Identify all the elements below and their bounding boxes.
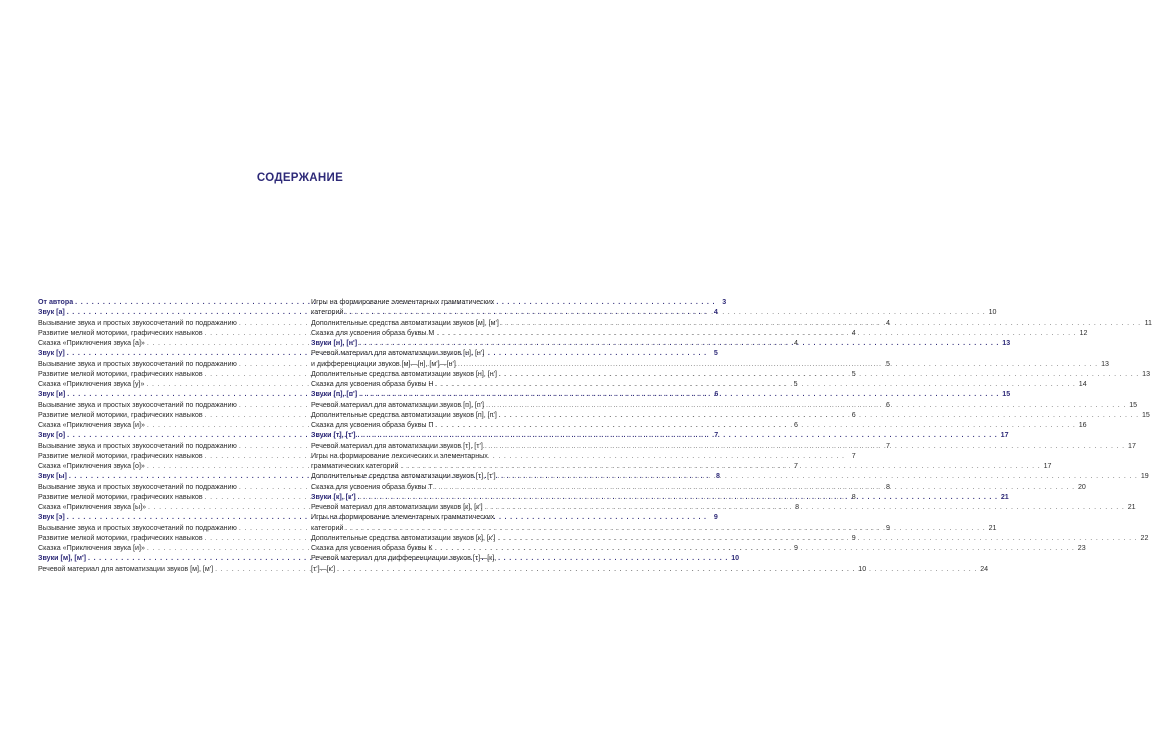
toc-leader-dots (499, 318, 1143, 328)
toc-leader-dots (434, 379, 1078, 389)
toc-page-number: 8 (886, 482, 890, 491)
toc-page-number: 19 (1140, 472, 1149, 481)
toc-entry (311, 318, 1152, 328)
toc-page-number: 4 (886, 318, 890, 327)
toc-entry (311, 461, 1052, 471)
toc-leader-dots (356, 492, 1000, 502)
toc-entry-label: Развитие мелкой моторики, графических навыков (38, 492, 203, 501)
toc-entry-label: Дополнительные средства автоматизации звуков [т], [т'] (311, 472, 496, 481)
toc-entry-label: Сказка «Приключения звука [о]» (38, 462, 145, 470)
toc-page-number: 4 (851, 328, 856, 337)
toc-section-heading (311, 492, 1009, 502)
toc-entry-label: Речевой материал для автоматизации звуков [т], [т'] (311, 441, 483, 450)
toc-entry-label: От автора (38, 298, 74, 306)
toc-entry-label: Сказка для усвоения образа буквы Т (311, 482, 433, 491)
toc-page-number: 10 (988, 308, 997, 317)
toc-page-number: 10 (858, 564, 867, 573)
toc-page-number: 6 (851, 410, 856, 419)
toc-page-number: 5 (793, 380, 798, 388)
toc-entry (311, 410, 1150, 420)
toc-page-number: 21 (1127, 503, 1136, 511)
toc-entry-label: Дополнительные средства автоматизации звуков [п], [п'] (311, 410, 497, 419)
toc-leader-dots (433, 482, 1077, 492)
toc-entry-label: Звук [у] (38, 349, 65, 358)
toc-page-number: 16 (1078, 421, 1087, 429)
toc-page-number: 7 (886, 441, 890, 450)
toc-entry-label: Звук [э] (38, 513, 65, 522)
toc-entry (311, 400, 1138, 410)
toc-page-number: 11 (1144, 318, 1152, 327)
toc-page-number: 5 (851, 369, 856, 378)
toc-page-number: 21 (988, 523, 997, 532)
toc-entry (311, 533, 1149, 543)
toc-page-number: 13 (1101, 359, 1109, 368)
toc-entry-label: Звук [а] (38, 308, 65, 317)
toc-entry (311, 523, 997, 533)
toc-entry-label: Вызывание звука и простых звукосочетаний по подражанию (38, 523, 237, 532)
toc-entry-label: Сказка «Приключения звука [и]» (38, 421, 145, 429)
toc-entry-line: Речевой материал для дифференциации звуков [т]—[к], (311, 554, 497, 563)
toc-entry (311, 379, 1087, 389)
toc-entry (311, 359, 1109, 369)
toc-leader-dots (495, 533, 1139, 543)
toc-page-number: 17 (1043, 462, 1052, 470)
toc-entry-label: категорий (311, 523, 344, 532)
toc-entry (311, 307, 997, 317)
toc-page-number: 6 (794, 421, 798, 429)
toc-entry-label: Сказка «Приключения звука [у]» (38, 380, 145, 388)
toc-page-number: 5 (886, 359, 890, 368)
toc-entry-label: Сказка для усвоения образа буквы П (311, 421, 434, 429)
toc-entry-label: Звуки [н], [н'] (311, 339, 358, 347)
toc-page-number: 7 (794, 462, 798, 470)
toc-leader-dots (484, 400, 1128, 410)
toc-entry-label: Развитие мелкой моторики, графических навыков (38, 533, 203, 542)
toc-entry-label: Звуки [п], [п'] (311, 390, 358, 399)
toc-page-number: 22 (1140, 533, 1149, 542)
toc-entry-label: Звук [о] (38, 431, 66, 440)
toc-entry-line: Речевой материал для автоматизации звуков [н], [н'] (311, 349, 485, 358)
toc-entry-label: Развитие мелкой моторики, графических навыков (38, 451, 203, 460)
toc-entry-label: Вызывание звука и простых звукосочетаний по подражанию (38, 400, 237, 409)
toc-entry-label: Речевой материал для автоматизации звуков [м], [м'] (38, 564, 214, 573)
toc-page-number: 13 (1142, 369, 1151, 378)
toc-entry-line: Игры на формирование элементарных грамматических (311, 298, 495, 306)
toc-entry-label: Речевой материал для автоматизации звуков [п], [п'] (311, 400, 485, 409)
toc-entry-label: Сказка «Приключения звука [ы]» (38, 503, 147, 511)
toc-page-number: 9 (851, 533, 856, 542)
toc-page-number: 8 (795, 503, 800, 511)
toc-leader-dots (357, 389, 1001, 399)
toc-page-number: 5 (713, 349, 718, 358)
toc-entry-label: Речевой материал для автоматизации звуков [к], [к'] (311, 503, 483, 511)
toc-page-number: 6 (714, 390, 719, 399)
toc-entry-label: Вызывание звука и простых звукосочетаний по подражанию (38, 441, 237, 450)
toc-entry-label: Дополнительные средства автоматизации звуков [к], [к'] (311, 533, 496, 542)
toc-page-number: 15 (1129, 400, 1138, 409)
toc-entry-label: Дополнительные средства автоматизации звуков [м], [м'] (311, 318, 499, 327)
toc-entry-label: и дифференциации звуков [м]—[н], [м']—[н'] (311, 359, 456, 368)
toc-right-column (311, 297, 1152, 574)
toc-leader-dots (497, 410, 1141, 420)
toc-entry-line: Игры на формирование элементарных грамматических (311, 513, 495, 522)
toc-leader-dots (335, 564, 979, 574)
toc-entry (311, 482, 1086, 492)
toc-leader-dots (497, 369, 1141, 379)
toc-leader-dots (398, 461, 1042, 471)
toc-entry-label: Развитие мелкой моторики, графических навыков (38, 410, 203, 419)
toc-leader-dots (357, 338, 1001, 348)
toc-page-number: 12 (1079, 328, 1088, 337)
toc-entry-label: Сказка «Приключения звука [а]» (38, 339, 145, 347)
toc-entry-label: Вызывание звука и простых звукосочетаний по подражанию (38, 318, 237, 327)
toc-section-heading (311, 338, 1011, 348)
toc-entry-label: Сказка «Приключения звука [и]» (38, 544, 145, 552)
toc-entry-label: Звуки [т], [т'] (311, 431, 356, 440)
toc-entry-label: [т']—[к'] (311, 564, 336, 573)
toc-leader-dots (355, 430, 999, 440)
toc-page-number: 9 (713, 513, 718, 522)
toc-section-heading (311, 430, 1009, 440)
toc-entry (311, 420, 1087, 430)
toc-leader-dots (456, 359, 1100, 369)
toc-entry-label: Сказка для усвоения образа буквы М (311, 328, 435, 337)
toc-entry (311, 502, 1136, 512)
toc-entry (311, 328, 1088, 338)
toc-page-number: 15 (1002, 390, 1011, 399)
toc-leader-dots (434, 328, 1078, 338)
toc-leader-dots (483, 502, 1127, 512)
toc-page-number: 7 (851, 451, 856, 460)
toc-leader-dots (343, 523, 987, 533)
toc-entry-label: Сказка для усвоения образа буквы К (311, 544, 433, 552)
toc-page-number: 15 (1141, 410, 1150, 419)
toc-leader-dots (483, 441, 1127, 451)
toc-entry-label: Развитие мелкой моторики, графических навыков (38, 369, 203, 378)
page-title: СОДЕРЖАНИЕ (256, 172, 344, 184)
toc-page-number: 4 (713, 308, 718, 317)
toc-page-number: 6 (886, 400, 890, 409)
toc-entry (311, 441, 1136, 451)
toc-entry-label: Вызывание звука и простых звукосочетаний по подражанию (38, 359, 237, 368)
toc-page-number: 4 (794, 339, 798, 347)
toc-entry-label: Развитие мелкой моторики, графических навыков (38, 328, 203, 337)
toc-entry-label: грамматических категорий (311, 462, 399, 470)
toc-leader-dots (496, 471, 1140, 481)
toc-entry (311, 471, 1149, 481)
toc-leader-dots (434, 420, 1078, 430)
toc-entry (311, 369, 1151, 379)
toc-entry-label: Звуки [м], [м'] (38, 554, 87, 563)
toc-page-number: 9 (794, 544, 798, 552)
toc-page-number: 10 (731, 554, 740, 563)
toc-page-number: 8 (716, 472, 720, 481)
toc-page-number: 20 (1077, 482, 1086, 491)
toc-entry-label: Звук [и] (38, 390, 66, 399)
toc-section-heading (311, 389, 1011, 399)
toc-page-number: 8 (851, 492, 856, 501)
toc-page-number: 17 (1000, 431, 1009, 440)
toc-entry-label: Звуки [к], [к'] (311, 492, 356, 501)
toc-page-number: 13 (1002, 339, 1011, 347)
toc-page-number: 3 (722, 298, 727, 306)
toc-entry-label: Вызывание звука и простых звукосочетаний по подражанию (38, 482, 237, 491)
toc-entry-label: Звук [ы] (38, 472, 67, 481)
toc-page-number: 14 (1078, 380, 1087, 388)
toc-leader-dots (343, 307, 987, 317)
toc-page-number: 24 (980, 564, 989, 573)
toc-page-number: 7 (714, 431, 719, 440)
toc-page-number: 17 (1128, 441, 1136, 450)
toc-entry (311, 543, 1086, 553)
toc-leader-dots (433, 543, 1077, 553)
toc-page-number: 23 (1077, 544, 1086, 552)
toc-page-number: 21 (1000, 492, 1009, 501)
toc-entry-label: категорий (311, 308, 344, 317)
toc-entry-label: Дополнительные средства автоматизации звуков [н], [н'] (311, 369, 497, 378)
toc-entry-label: Сказка для усвоения образа буквы Н (311, 380, 434, 388)
toc-entry-line: Игры на формирование лексических и элементарных (311, 451, 488, 460)
toc-page-number: 9 (886, 523, 890, 532)
